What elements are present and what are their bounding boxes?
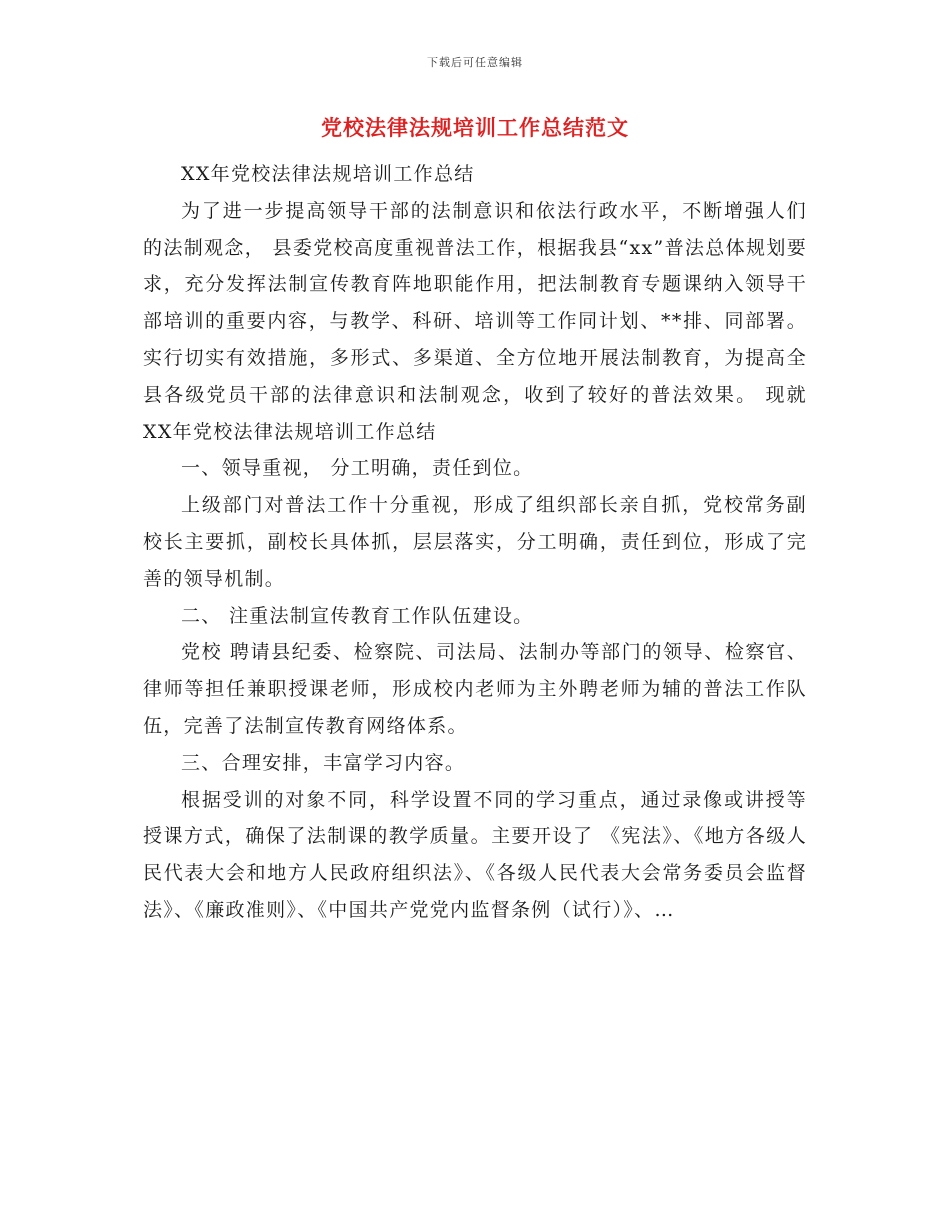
section-2-paragraph: 党校 聘请县纪委、检察院、司法局、法制办等部门的领导、检察官、律师等担任兼职授课老师，形成校内老师为主外聘老师为辅的普法工作队伍，完善了法制宣传教育网络体系。 bbox=[143, 641, 807, 737]
section-3-paragraph: 根据受训的对象不同，科学设置不同的学习重点，通过录像或讲授等授课方式，确保了法制课的教学质量。主要开设了 《宪法》、《地方各级人民代表大会和地方人民政府组织法》、《各级人民代表大会常务委员会监督法》、《廉政准则》、《中国共产党党内监督条例（试行）》、… bbox=[143, 788, 807, 921]
document-title: 党校法律法规培训工作总结范文 bbox=[321, 115, 629, 140]
document-body bbox=[143, 156, 807, 929]
subtitle-paragraph: XX年党校法律法规培训工作总结 bbox=[181, 163, 475, 185]
section-1-paragraph: 上级部门对普法工作十分重视，形成了组织部长亲自抓，党校常务副校长主要抓，副校长具体抓，层层落实，分工明确，责任到位，形成了完善的领导机制。 bbox=[143, 494, 807, 590]
section-heading-1: 一、领导重视， 分工明确，责任到位。 bbox=[181, 457, 534, 480]
intro-paragraph: 为了进一步提高领导干部的法制意识和依法行政水平，不断增强人们的法制观念， 县委党校高度重视普法工作，根据我县“xx”普法总体规划要求，充分发挥法制宣传教育阵地职能作用，把法制教育专题课纳入领导干部培训的重要内容，与教学、科研、培训等工作同计划、**排、同部署。实行切实有效措施，多形式、多渠道、全方位地开展法制教育，为提高全县各级党员干部的法律意识和法制观念，收到了较好的普法效果。 现就 XX年党校法律法规培训工作总结 bbox=[143, 199, 807, 443]
section-heading-3: 三、合理安排，丰富学习内容。 bbox=[181, 751, 466, 774]
header-note: 下载后可任意编辑 bbox=[427, 56, 523, 69]
section-heading-2: 二、 注重法制宣传教育工作队伍建设。 bbox=[181, 604, 534, 627]
